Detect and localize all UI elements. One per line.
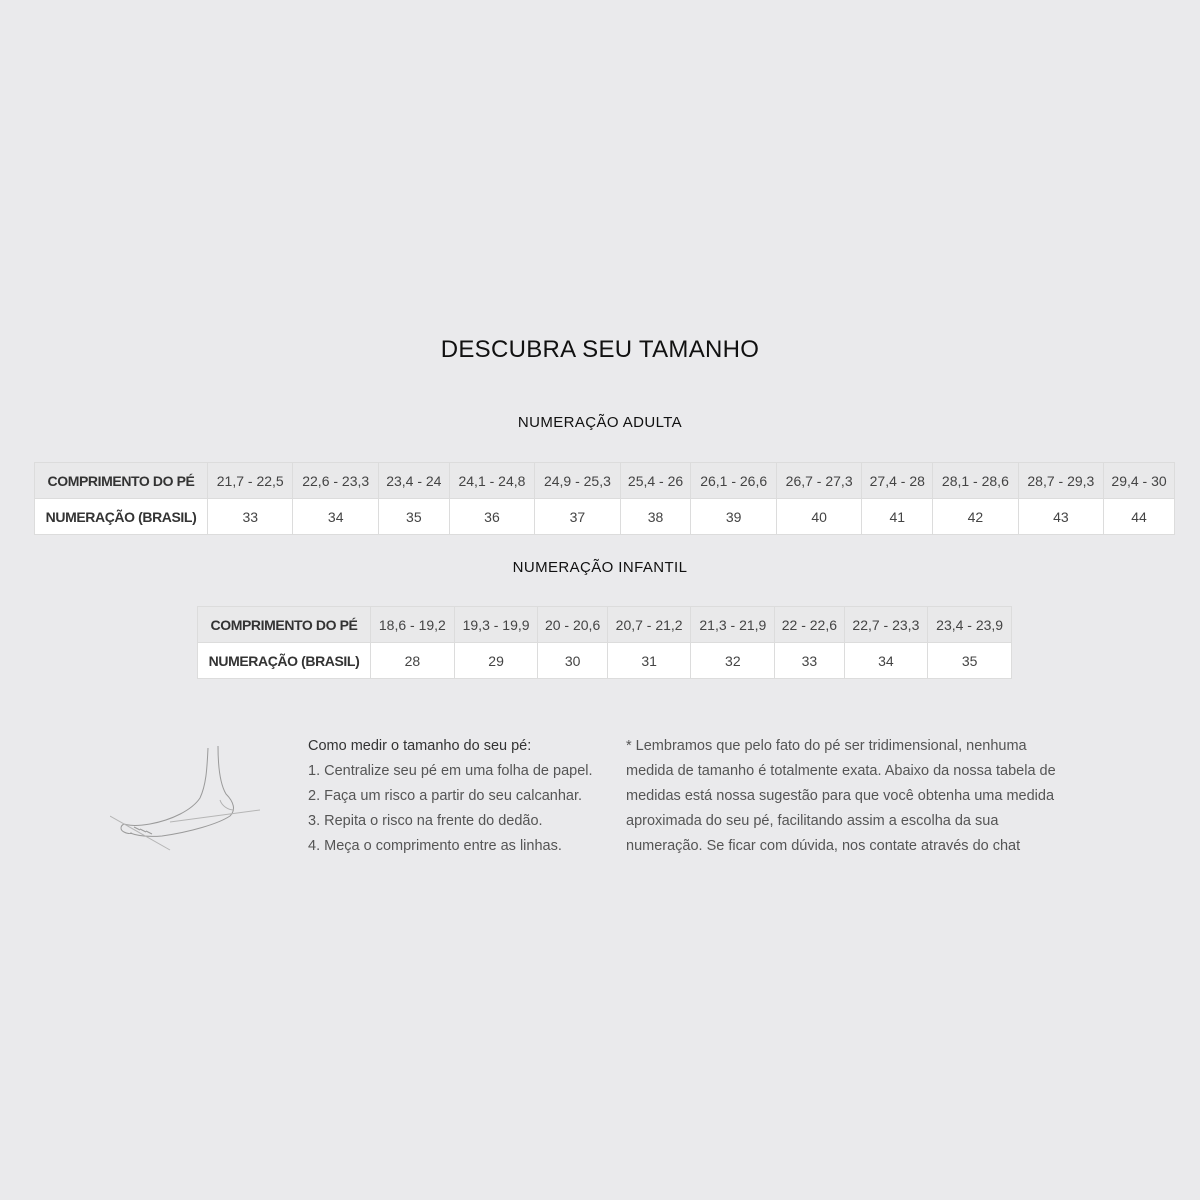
- size-cell: 38: [620, 499, 691, 535]
- measurement-note: [626, 734, 1106, 859]
- table-row-sizes: [198, 643, 1012, 679]
- kids-heading: NUMERAÇÃO INFANTIL: [512, 559, 688, 576]
- note-line: numeração. Se ficar com dúvida, nos contate através do chat: [626, 838, 1021, 854]
- length-cell: 23,4 - 24: [378, 463, 449, 499]
- size-cell: 32: [691, 643, 775, 679]
- table-row-lengths: [198, 607, 1012, 643]
- how-to-step: 2. Faça um risco a partir do seu calcanhar.: [308, 788, 583, 804]
- adult-size-table: [34, 462, 1175, 535]
- length-cell: 26,7 - 27,3: [776, 463, 861, 499]
- note-line: medidas está nossa sugestão para que você obtenha uma medida: [626, 788, 1055, 804]
- size-cell: 40: [776, 499, 861, 535]
- how-to-step: 1. Centralize seu pé em uma folha de papel.: [308, 763, 593, 779]
- note-line: * Lembramos que pelo fato do pé ser tridimensional, nenhuma: [626, 738, 1027, 754]
- length-cell: 18,6 - 19,2: [371, 607, 455, 643]
- size-cell: 36: [449, 499, 534, 535]
- table-row-sizes: [35, 499, 1175, 535]
- size-cell: 35: [378, 499, 449, 535]
- size-cell: 35: [928, 643, 1012, 679]
- size-cell: 29: [454, 643, 538, 679]
- how-to-title: Como medir o tamanho do seu pé:: [308, 738, 532, 754]
- size-cell: 34: [293, 499, 378, 535]
- size-cell: 28: [371, 643, 455, 679]
- length-cell: 22,6 - 23,3: [293, 463, 378, 499]
- size-cell: 33: [775, 643, 844, 679]
- kids-size-table: [197, 606, 1012, 679]
- length-cell: 22 - 22,6: [775, 607, 844, 643]
- size-cell: 44: [1104, 499, 1175, 535]
- length-cell: 24,1 - 24,8: [449, 463, 534, 499]
- size-cell: 31: [607, 643, 691, 679]
- length-cell: 29,4 - 30: [1104, 463, 1175, 499]
- table-row-lengths: [35, 463, 1175, 499]
- size-cell: 42: [933, 499, 1018, 535]
- length-cell: 20,7 - 21,2: [607, 607, 691, 643]
- note-line: aproximada do seu pé, facilitando assim a escolha da sua: [626, 813, 999, 829]
- page-title: DESCUBRA SEU TAMANHO: [440, 336, 760, 363]
- length-cell: 19,3 - 19,9: [454, 607, 538, 643]
- size-cell: 30: [538, 643, 607, 679]
- row-label-length: COMPRIMENTO DO PÉ: [35, 463, 208, 499]
- length-cell: 20 - 20,6: [538, 607, 607, 643]
- length-cell: 28,1 - 28,6: [933, 463, 1018, 499]
- size-cell: 41: [862, 499, 933, 535]
- foot-icon: [110, 740, 260, 860]
- length-cell: 21,7 - 22,5: [208, 463, 293, 499]
- length-cell: 27,4 - 28: [862, 463, 933, 499]
- size-cell: 39: [691, 499, 776, 535]
- note-line: medida de tamanho é totalmente exata. Abaixo da nossa tabela de: [626, 763, 1056, 779]
- length-cell: 24,9 - 25,3: [535, 463, 620, 499]
- size-cell: 33: [208, 499, 293, 535]
- size-cell: 34: [844, 643, 928, 679]
- length-cell: 21,3 - 21,9: [691, 607, 775, 643]
- size-cell: 37: [535, 499, 620, 535]
- length-cell: 26,1 - 26,6: [691, 463, 776, 499]
- row-label-size: NUMERAÇÃO (BRASIL): [198, 643, 371, 679]
- adult-heading: NUMERAÇÃO ADULTA: [517, 414, 683, 431]
- size-cell: 43: [1018, 499, 1103, 535]
- how-to-step: 3. Repita o risco na frente do dedão.: [308, 813, 543, 829]
- row-label-length: COMPRIMENTO DO PÉ: [198, 607, 371, 643]
- how-to-step: 4. Meça o comprimento entre as linhas.: [308, 838, 562, 854]
- length-cell: 25,4 - 26: [620, 463, 691, 499]
- length-cell: 28,7 - 29,3: [1018, 463, 1103, 499]
- how-to-measure: [308, 734, 618, 859]
- length-cell: 23,4 - 23,9: [928, 607, 1012, 643]
- length-cell: 22,7 - 23,3: [844, 607, 928, 643]
- row-label-size: NUMERAÇÃO (BRASIL): [35, 499, 208, 535]
